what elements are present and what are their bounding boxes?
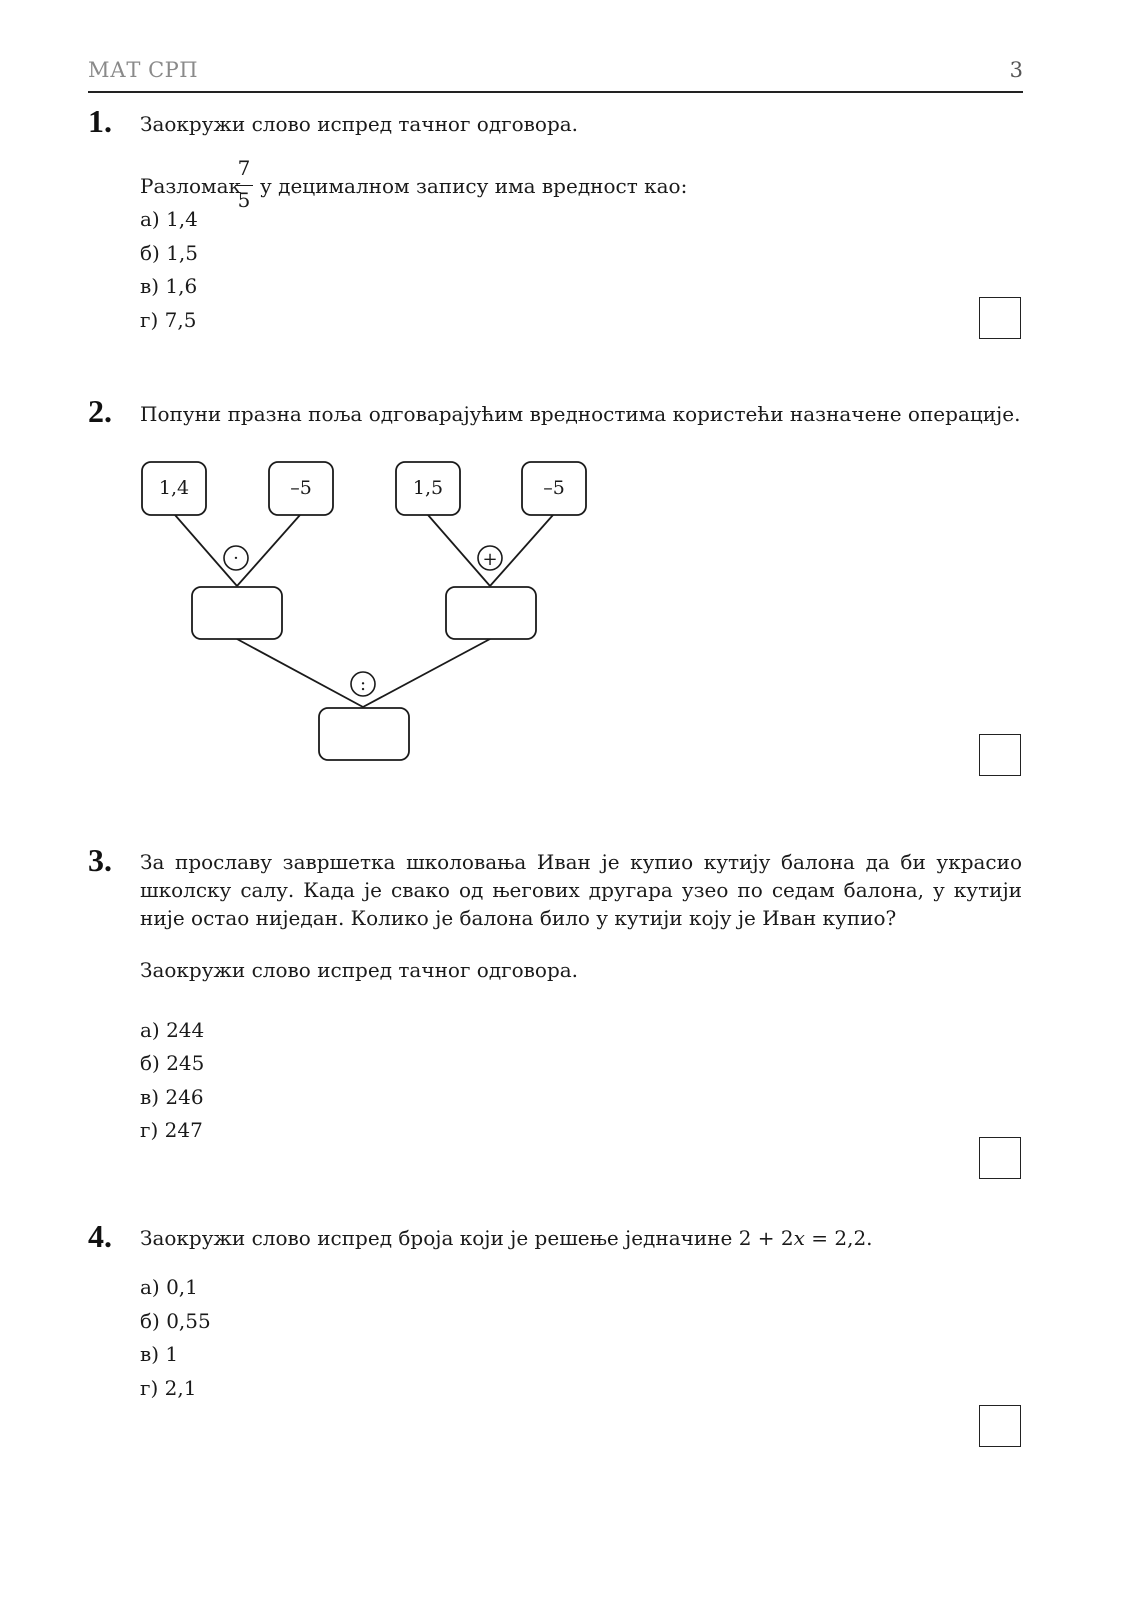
equation-text-before: Заокружи слово испред броја који је решење једначине 2 + 2 [140, 1226, 794, 1250]
equation-variable: x [793, 1226, 805, 1250]
fraction-denominator: 5 [237, 188, 251, 212]
equation-text-after: = 2,2. [804, 1226, 873, 1250]
q1-option-g[interactable]: г) 7,5 [140, 308, 197, 332]
question-1-instruction: Заокружи слово испред тачног одговора. [140, 112, 579, 136]
question-2-instruction: Попуни празна поља одговарајућим вредностима користећи назначене операције. [140, 402, 1021, 426]
q2-score-box[interactable] [979, 734, 1021, 776]
answer-box-sum[interactable] [446, 587, 536, 639]
question-1-stem-after: у децималном запису има вредност као: [260, 174, 688, 198]
page-number: 3 [1009, 58, 1023, 82]
value-4: –5 [543, 477, 565, 499]
operation-multiply-symbol: · [233, 548, 239, 569]
connector-line [237, 639, 363, 707]
q1-option-a[interactable]: а) 1,4 [140, 207, 198, 231]
question-4-number: 4. [88, 1218, 112, 1254]
q4-option-v[interactable]: в) 1 [140, 1342, 179, 1366]
question-1-number: 1. [88, 103, 112, 139]
q3-option-v[interactable]: в) 246 [140, 1085, 204, 1109]
q3-option-a[interactable]: а) 244 [140, 1018, 205, 1042]
q4-option-g[interactable]: г) 2,1 [140, 1376, 197, 1400]
q1-option-b[interactable]: б) 1,5 [140, 241, 199, 265]
operation-divide-symbol: : [359, 674, 367, 695]
question-3-text: За прославу завршетка школовања Иван је купио кутију балона да би украсио школску салу. Када је свако од његових другара узео по седам балона, у кутији није остао ниједан. Колико је балона било у кутији коју је Иван купио? [140, 850, 1022, 930]
q3-option-b[interactable]: б) 245 [140, 1051, 205, 1075]
q3-option-g[interactable]: г) 247 [140, 1118, 203, 1142]
question-4-instruction [140, 1224, 873, 1252]
q4-option-a[interactable]: а) 0,1 [140, 1275, 198, 1299]
q4-option-b[interactable]: б) 0,55 [140, 1309, 211, 1333]
value-3: 1,5 [412, 477, 444, 499]
header-subject: МАТ СРП [88, 58, 199, 82]
question-3-instruction: Заокружи слово испред тачног одговора. [140, 958, 579, 982]
q3-score-box[interactable] [979, 1137, 1021, 1179]
value-1: 1,4 [158, 477, 190, 499]
question-1-stem-before: Разломак [140, 174, 242, 198]
answer-box-product[interactable] [192, 587, 282, 639]
question-3-number: 3. [88, 842, 112, 878]
answer-box-quotient[interactable] [319, 708, 409, 760]
connector-line [237, 515, 300, 586]
question-2-number: 2. [88, 393, 112, 429]
fraction-numerator: 7 [237, 156, 251, 180]
value-2: –5 [290, 477, 312, 499]
q1-option-v[interactable]: в) 1,6 [140, 274, 198, 298]
connector-line [363, 639, 490, 707]
q4-score-box[interactable] [979, 1405, 1021, 1447]
operation-add-symbol: + [482, 549, 498, 570]
